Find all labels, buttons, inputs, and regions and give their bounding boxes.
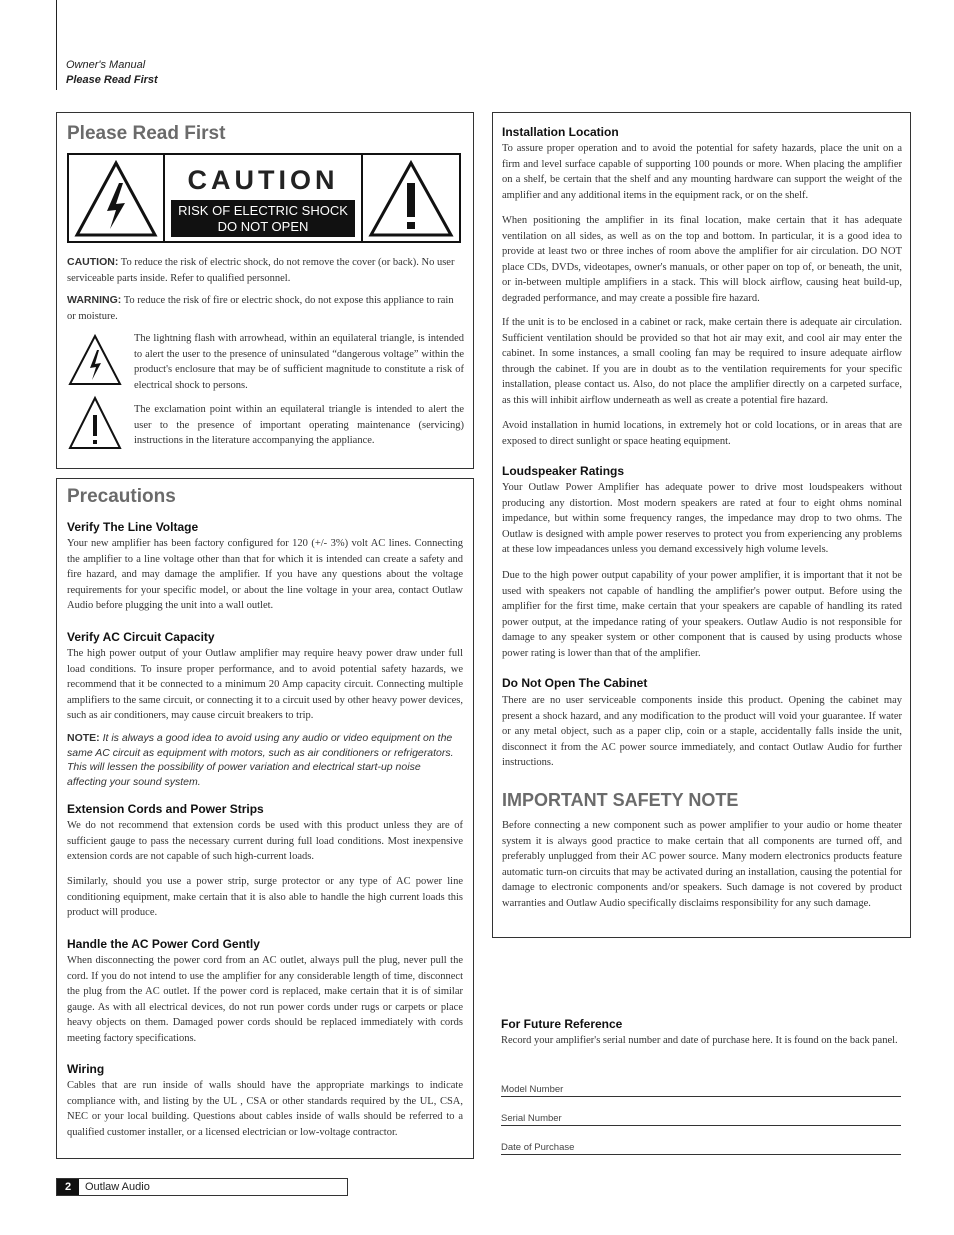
installation-box [492, 112, 911, 938]
model-number-label: Model Number [501, 1084, 564, 1095]
note-label: NOTE: [67, 732, 100, 744]
wiring-text: Cables that are run inside of walls should have the appropriate markings to indicate compliance with, and listing by the UL , CSA or other standards required by the UL, CSA, NEC or your local building. Questions about cables inside of walls should be referred to a qualified customer installer, or a licensed electrician or low-voltage contractor. [67, 1080, 463, 1138]
note-paragraph [67, 731, 463, 790]
installation-text-3: If the unit is to be enclosed in a cabinet or rack, make certain there is adequate air circulation. Sufficient ventilation should be provided so that hot air may exit, and cool air may enter the cabinet. In some instances, a small cooling fan may be required to insure adequate airflow through the cabinet. If you are in doubt as to the ventilation requirements for your specific installation, please contact us. Also, do not place the amplifier directly on a carpeted surface, as this will inhibit airflow underneath as well as create a potential fire hazard. [502, 317, 902, 406]
caution-text-panel [165, 155, 361, 241]
caution-banner-subtitle [171, 200, 355, 237]
exclamation-triangle-icon [363, 155, 459, 241]
date-of-purchase-label: Date of Purchase [501, 1142, 575, 1153]
caution-banner-line1: RISK OF ELECTRIC SHOCK [178, 203, 348, 218]
power-cord-text: When disconnecting the power cord from an AC outlet, always pull the plug, never pull the cord. If you do not intend to use the amplifier for any considerable length of time, disconnect the plug from the AC outlet. If the power cord is replaced, make certain that it is of similar gauge. As with all electrical devices, do not run power cords under rugs or carpets or place heavy objects on them. Damaged power cords should be replaced immediately with cords meeting factory specifications. [67, 955, 463, 1044]
circuit-heading: Verify AC Circuit Capacity [67, 630, 215, 644]
caution-label: CAUTION: [67, 256, 119, 268]
page-footer [56, 1178, 348, 1196]
footer-brand: Outlaw Audio [85, 1181, 150, 1193]
caution-banner [67, 153, 461, 243]
lightning-explanation: The lightning flash with arrowhead, within an equilateral triangle, is intended to alert the user to the presence of uninsulated “dangerous voltage” within the product's enclosure that may be of sufficient magnitude to constitute a risk of electrical shock to persons. [134, 333, 464, 391]
caution-banner-title: CAUTION [187, 165, 339, 195]
running-header [66, 58, 158, 88]
reference-text: Record your amplifier's serial number and date of purchase here. It is found on the back panel. [501, 1035, 898, 1046]
loudspeaker-heading: Loudspeaker Ratings [502, 464, 625, 478]
installation-text-2: When positioning the amplifier in its final location, make certain that it has adequate ventilation on all sides, as well as on the top and bottom. In particular, it is a good idea to provide at least two or three inches of room above the amplifier for air circulation. DO NOT place CDs, DVDs, videotapes, owner's manuals, or other paper on top of, or beneath, the unit, or in-between multiple amplifiers in a stack. This will block airflow, causing heat build-up, degraded performance, and may create a possible fire hazard. [502, 215, 902, 304]
extension-text-1: We do not recommend that extension cords be used with this product unless they are of sufficient gauge to pass the necessary current during full load conditions. Most inexpensive extension cords are not capable of such high-current loads. [67, 820, 463, 862]
header-section: Please Read First [66, 74, 158, 86]
precautions-box [56, 478, 474, 1159]
page-number: 2 [57, 1179, 79, 1195]
cabinet-heading: Do Not Open The Cabinet [502, 676, 648, 690]
model-number-field[interactable] [501, 1084, 901, 1097]
reference-heading: For Future Reference [501, 1017, 623, 1031]
exclamation-explanation: The exclamation point within an equilateral triangle is intended to alert the user to the presence of important operating maintenance (servicing) instructions in the literature accompanying the appliance. [134, 404, 464, 446]
installation-text-4: Avoid installation in humid locations, in extremely hot or cold locations, or in areas that are exposed to direct sunlight or space heating equipment. [502, 420, 902, 447]
caution-exclamation-panel [361, 155, 459, 241]
extension-heading: Extension Cords and Power Strips [67, 802, 264, 816]
date-of-purchase-field[interactable] [501, 1142, 901, 1155]
caution-banner-line2: DO NOT OPEN [217, 219, 309, 234]
power-cord-heading: Handle the AC Power Cord Gently [67, 937, 260, 951]
loudspeaker-text-1: Your Outlaw Power Amplifier has adequate power to drive most loudspeakers without producing any distortion. Most modern speakers are rated at four to eight ohms nominal impedance, but within some frequency ranges, the impedance may drop to two ohms. The Outlaw is designed with ample power reserves to protect you from experiencing any problems at these low impeadances unless you demand excessively high volume levels. [502, 482, 902, 555]
installation-text-1: To assure proper operation and to avoid the potential for safety hazards, place the unit on a firm and level surface capable of supporting 100 pounds or more. When placing the amplifier on a shelf, be certain that the shelf and any mounting hardware can support the weight of the amplifier and any additional items in the equipment rack, or on the shelf. [502, 143, 902, 201]
exclamation-symbol-icon [67, 395, 123, 451]
warning-label: WARNING: [67, 294, 122, 306]
note-text: It is always a good idea to avoid using any audio or video equipment on the same AC circuit as equipment with motors, such as air conditioners or refrigerators. This will lessen the possibility of power variation and electrical start-up noise affecting your sound system. [67, 732, 454, 789]
cabinet-text: There are no user serviceable components inside this product. Opening the cabinet may present a shock hazard, and any modification to the product will void your guarantee. If water or any metal object, such as a paper clip, coin or a staple, accidentally falls inside the unit, disconnect it from the AC power source immediately, and contact Outlaw Audio for further instructions. [502, 695, 902, 768]
lightning-triangle-icon [69, 155, 163, 241]
loudspeaker-text-2: Due to the high power output capability of your power amplifier, it is important that it not be used with speakers not capable of handling the amplifier's power output. Before using the amplifier for the first time, make certain that your speakers are capable of handling its rated power output, at the impedance rating of your speakers. Outlaw Audio is not responsible for damage to any speaker system or other component that is caused by using products whose power rating is lower than that of the amplifier. [502, 570, 902, 659]
warning-text: To reduce the risk of fire or electric shock, do not expose this appliance to rain or moisture. [67, 295, 454, 322]
safety-note-title: IMPORTANT SAFETY NOTE [502, 790, 739, 810]
header-manual: Owner's Manual [66, 59, 146, 71]
lightning-symbol-icon [67, 333, 123, 387]
caution-lightning-panel [69, 155, 165, 241]
line-voltage-heading: Verify The Line Voltage [67, 520, 199, 534]
precautions-title: Precautions [67, 486, 176, 507]
circuit-text: The high power output of your Outlaw amplifier may require heavy power draw under full load conditions. To insure proper performance, and to avoid potential safety hazards, we recommend that it be connected to a minimum 20 Amp capacity circuit. Connecting multiple amplifiers to the same circuit, or connecting it to a circuit used by other heavy power devices, such as air conditioners, may cause circuit breakers to trip. [67, 648, 463, 721]
line-voltage-text: Your new amplifier has been factory configured for 120 (+/- 3%) volt AC lines. Connecting the amplifier to a line voltage other than that for which it is intended can create a safety and fire hazard, and may damage the amplifier. If you have any questions about the voltage requirements for your specific model, or about the line voltage in your area, contact Outlaw Audio before plugging the unit into a wall outlet. [67, 538, 463, 611]
margin-rule [56, 0, 57, 90]
warning-paragraph [67, 293, 463, 324]
extension-text-2: Similarly, should you use a power strip, surge protector or any type of AC power line conditioning equipment, make certain that it is also able to handle the high current loads this product will produce. [67, 876, 463, 918]
wiring-heading: Wiring [67, 1062, 105, 1076]
caution-text: To reduce the risk of electric shock, do not remove the cover (or back). No user serviceable parts inside. Refer to qualified personnel. [67, 257, 455, 284]
safety-note-text: Before connecting a new component such as power amplifier to your audio or home theater system it is always good practice to make certain that all components are turned off, and preferably unplugged from their AC power source. Many modern electronics products feature automatic turn-on circuits that may be activated during an installation, causing the potential for damage to electronic components and/or speakers. Such damage is not covered by product warranties and Outlaw Audio specifically disclaims responsibility for any such damage. [502, 820, 902, 909]
installation-heading: Installation Location [502, 125, 619, 139]
please-read-title: Please Read First [67, 123, 226, 144]
caution-paragraph [67, 255, 463, 286]
please-read-box [56, 112, 474, 469]
serial-number-field[interactable] [501, 1113, 901, 1126]
serial-number-label: Serial Number [501, 1113, 562, 1124]
